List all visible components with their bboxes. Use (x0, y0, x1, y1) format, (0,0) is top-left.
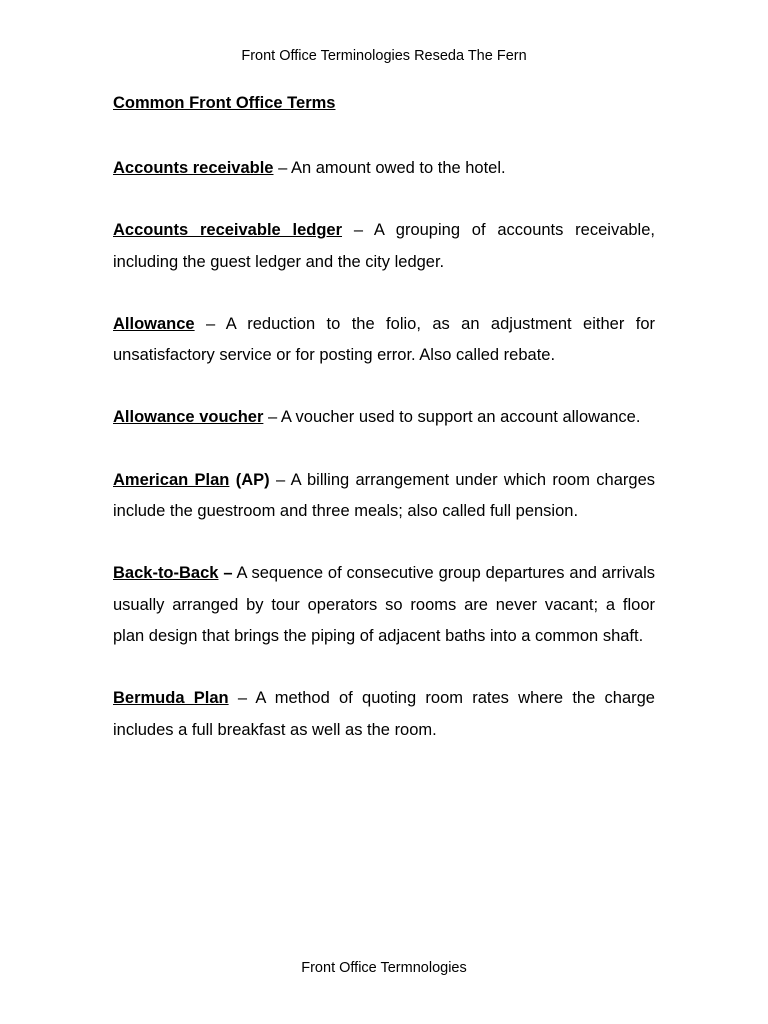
document-body (113, 91, 655, 746)
term-dash: – (278, 159, 288, 177)
term-label: American Plan (113, 470, 230, 489)
term-entry-back-to-back (113, 558, 655, 652)
term-dash: – (275, 470, 286, 489)
term-definition: A method of quoting room rates where the charge includes a full breakfast as well as the room. (113, 689, 655, 739)
term-dash: – (206, 314, 216, 333)
term-entry-allowance (113, 309, 655, 372)
term-dash: – (353, 221, 363, 240)
term-entry-accounts-receivable-ledger (113, 215, 655, 278)
term-label: Accounts receivable (113, 159, 274, 177)
term-definition: A reduction to the folio, as an adjustment either for unsatisfactory service or for posting error. Also called rebate. (113, 314, 655, 365)
term-label: Bermuda Plan (113, 689, 229, 708)
term-dash: – (237, 689, 248, 708)
term-label: Accounts receivable ledger (113, 221, 343, 240)
term-entry-bermuda-plan (113, 683, 655, 746)
page-header: Front Office Terminologies Reseda The Fern (241, 48, 527, 64)
term-abbreviation: (AP) (235, 470, 270, 489)
term-definition: A billing arrangement under which room charges include the guestroom and three meals; also called full pension. (113, 470, 655, 521)
term-definition: A sequence of consecutive group departures and arrivals usually arranged by tour operators so rooms are never vacant; a floor plan design that brings the piping of adjacent baths into a common shaft. (113, 564, 655, 645)
term-dash: – (267, 408, 278, 427)
term-entry-allowance-voucher (113, 402, 655, 433)
term-definition: A voucher used to support an account allowance. (280, 408, 641, 427)
term-label: Allowance (113, 314, 195, 333)
term-label: Back-to-Back (113, 564, 219, 583)
term-definition: A grouping of accounts receivable, including the guest ledger and the city ledger. (113, 221, 655, 271)
term-definition: An amount owed to the hotel. (290, 159, 506, 177)
term-entry-accounts-receivable (113, 153, 655, 184)
term-label: Allowance voucher (113, 408, 264, 427)
page-footer: Front Office Termnologies (301, 960, 467, 976)
term-dash: – (223, 564, 233, 583)
section-title: Common Front Office Terms (113, 94, 336, 112)
term-entry-american-plan (113, 465, 655, 528)
